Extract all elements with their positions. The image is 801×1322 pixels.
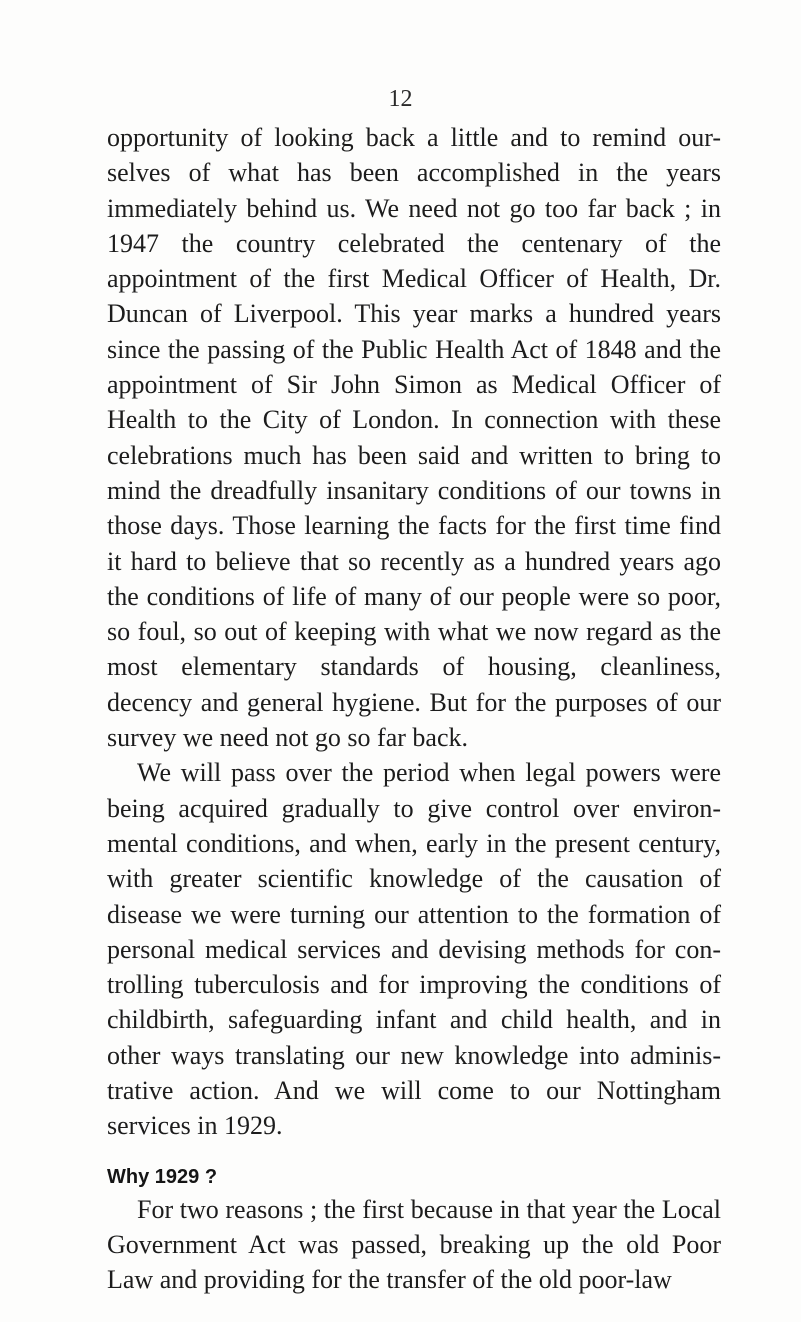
section-heading-why-1929: Why 1929 ? bbox=[107, 1165, 218, 1188]
paragraph-two-reasons: For two reasons ; the first because in that year the Local Government Act was passed, breaking up the old Poor Law and providing for the transfer of the old poor-law bbox=[107, 1194, 721, 1295]
paragraph-opening: opportunity of looking back a little and to remind our-selves of what has been accomplished in the years immediately behind us. We need not go too far back ; in 1947 the country celebrated the centenary of the appointment of the first Medical Officer of Health, Dr. Duncan of Liverpool. This year marks a hundred years since the passing of the Public Health Act of 1848 and the appointment of Sir John Simon as Medical Officer of Health to the City of London. In connection with these celebrations much has been said and written to bring to mind the dreadfully insanitary conditions of our towns in those days. Those learning the facts for the first time find it hard to believe that so recently as a hundred years ago the conditions of life of many of our people were so poor, so foul, so out of keeping with what we now regard as the most elementary standards of housing, cleanliness, decency and general hygiene. But for the purposes of our survey we need not go so far back. bbox=[107, 123, 721, 753]
body-text bbox=[107, 120, 721, 1298]
paragraph-legal-powers: We will pass over the period when legal powers were being acquired gradually to give control over environ-mental conditions, and when, early in the present century, with greater scientific knowledge of the causation of disease we were turning our attention to the formation of personal medical services and devising methods for con-trolling tuberculosis and for improving the conditions of childbirth, safeguarding infant and child health, and in other ways translating our new knowledge into adminis-trative action. And we will come to our Nottingham services in 1929. bbox=[107, 758, 721, 1141]
page-number: 12 bbox=[388, 86, 413, 112]
